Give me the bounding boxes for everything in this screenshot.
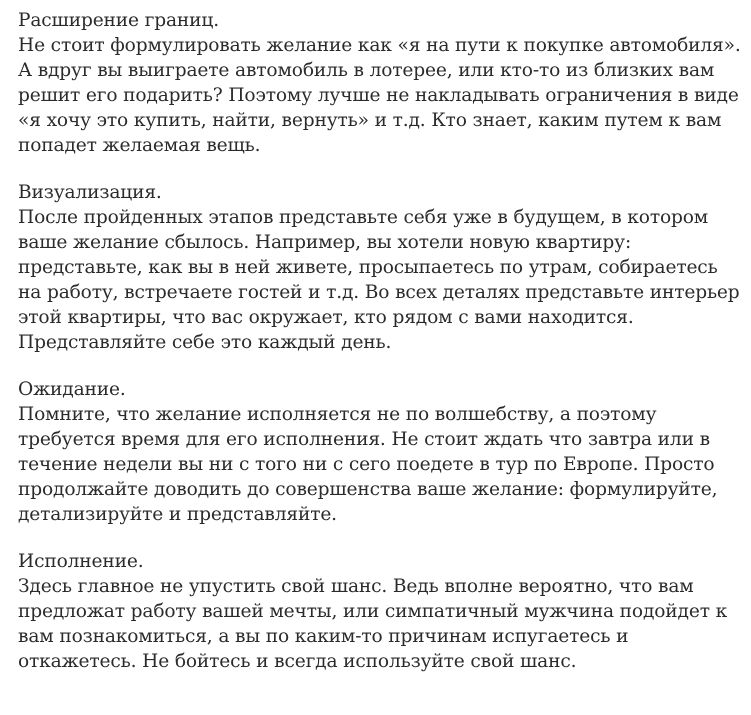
section-heading: Исполнение. — [18, 551, 144, 572]
section-heading: Визуализация. — [18, 182, 162, 203]
article-body — [18, 8, 746, 696]
section-paragraph: Здесь главное не упустить свой шанс. Ведь вполне вероятно, что вам предложат работу вашей мечты, или симпатичный мужчина подойдет к вам познакомиться, а вы по каким-то причинам испугаетесь и откажетесь. Не бойтесь и всегда используйте свой шанс. — [18, 576, 728, 672]
section-fulfillment — [18, 549, 746, 674]
section-expanding-boundaries — [18, 8, 746, 158]
section-paragraph: Помните, что желание исполняется не по волшебству, а поэтому требуется время для его исполнения. Не стоит ждать что завтра или в течение недели вы ни с того ни с сего поедете в тур по Европе. Просто продолжайте доводить до совершенства ваше желание: формулируйте, детализируйте и представляйте. — [18, 404, 718, 525]
section-heading: Расширение границ. — [18, 10, 219, 31]
section-heading: Ожидание. — [18, 379, 126, 400]
section-waiting — [18, 377, 746, 527]
section-visualization — [18, 180, 746, 355]
section-paragraph: После пройденных этапов представьте себя уже в будущем, в котором ваше желание сбылось. Например, вы хотели новую квартиру: представьте, как вы в ней живете, просыпаетесь по утрам, собираетесь на работу, встречаете гостей и т.д. Во всех деталях представьте интерьер этой квартиры, что вас окружает, кто рядом с вами находится. Представляйте себе это каждый день. — [18, 207, 740, 353]
section-paragraph: Не стоит формулировать желание как «я на пути к покупке автомобиля». А вдруг вы выиграете автомобиль в лотерее, или кто-то из близких вам решит его подарить? Поэтому лучше не накладывать ограничения в виде «я хочу это купить, найти, вернуть» и т.д. Кто знает, каким путем к вам попадет желаемая вещь. — [18, 35, 741, 156]
